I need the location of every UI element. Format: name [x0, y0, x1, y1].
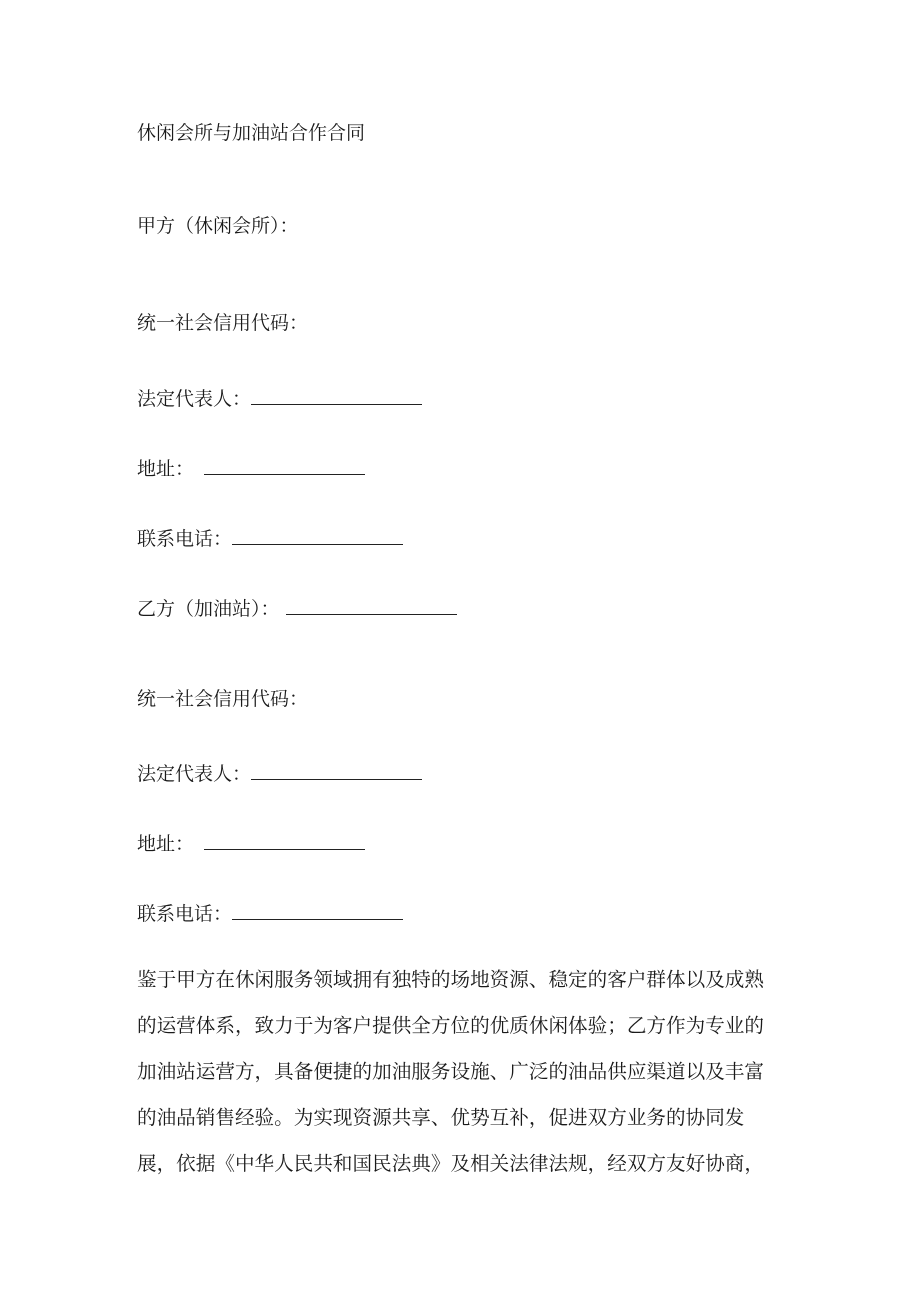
party-a-address-row: [137, 456, 365, 481]
party-a-legal-rep-row: [137, 386, 422, 411]
party-a-legal-rep-blank[interactable]: [251, 386, 422, 405]
party-b-legal-rep-label: 法定代表人：: [137, 763, 252, 785]
preamble-line: 加油站运营方，具备便捷的加油服务设施、广泛的油品供应渠道以及丰富: [137, 1060, 764, 1083]
party-a-heading: 甲方（休闲会所）：: [137, 215, 299, 237]
party-b-legal-rep-row: [137, 761, 422, 786]
party-b-heading-row: [137, 596, 457, 621]
party-b-phone-label: 联系电话：: [137, 903, 233, 925]
preamble-line: 的运营体系，致力于为客户提供全方位的优质休闲体验；乙方作为专业的: [137, 1014, 764, 1037]
party-a-legal-rep-label: 法定代表人：: [137, 388, 252, 410]
party-a-address-label: 地址：: [137, 458, 195, 480]
preamble-line: 展，依据《中华人民共和国民法典》及相关法律法规，经双方友好协商，: [137, 1152, 764, 1175]
party-b-phone-row: [137, 901, 403, 926]
party-b-credit-code-label: 统一社会信用代码：: [137, 688, 309, 710]
party-a-phone-blank[interactable]: [232, 526, 403, 545]
party-b-address-row: [137, 831, 365, 856]
party-a-address-blank[interactable]: [204, 456, 365, 475]
preamble-line: 的油品销售经验。为实现资源共享、优势互补，促进双方业务的协同发: [137, 1106, 745, 1129]
party-a-phone-row: [137, 526, 403, 551]
preamble-paragraph: [137, 957, 782, 1187]
party-b-name-blank[interactable]: [286, 596, 457, 615]
party-b-address-blank[interactable]: [204, 831, 365, 850]
party-a-credit-code-label: 统一社会信用代码：: [137, 312, 309, 334]
party-b-legal-rep-blank[interactable]: [251, 761, 422, 780]
party-b-address-label: 地址：: [137, 833, 195, 855]
party-a-phone-label: 联系电话：: [137, 528, 233, 550]
document-title: 休闲会所与加油站合作合同: [137, 122, 366, 144]
preamble-line: 鉴于甲方在休闲服务领域拥有独特的场地资源、稳定的客户群体以及成熟: [137, 968, 764, 991]
party-b-heading: 乙方（加油站）：: [137, 598, 280, 620]
party-b-phone-blank[interactable]: [232, 901, 403, 920]
